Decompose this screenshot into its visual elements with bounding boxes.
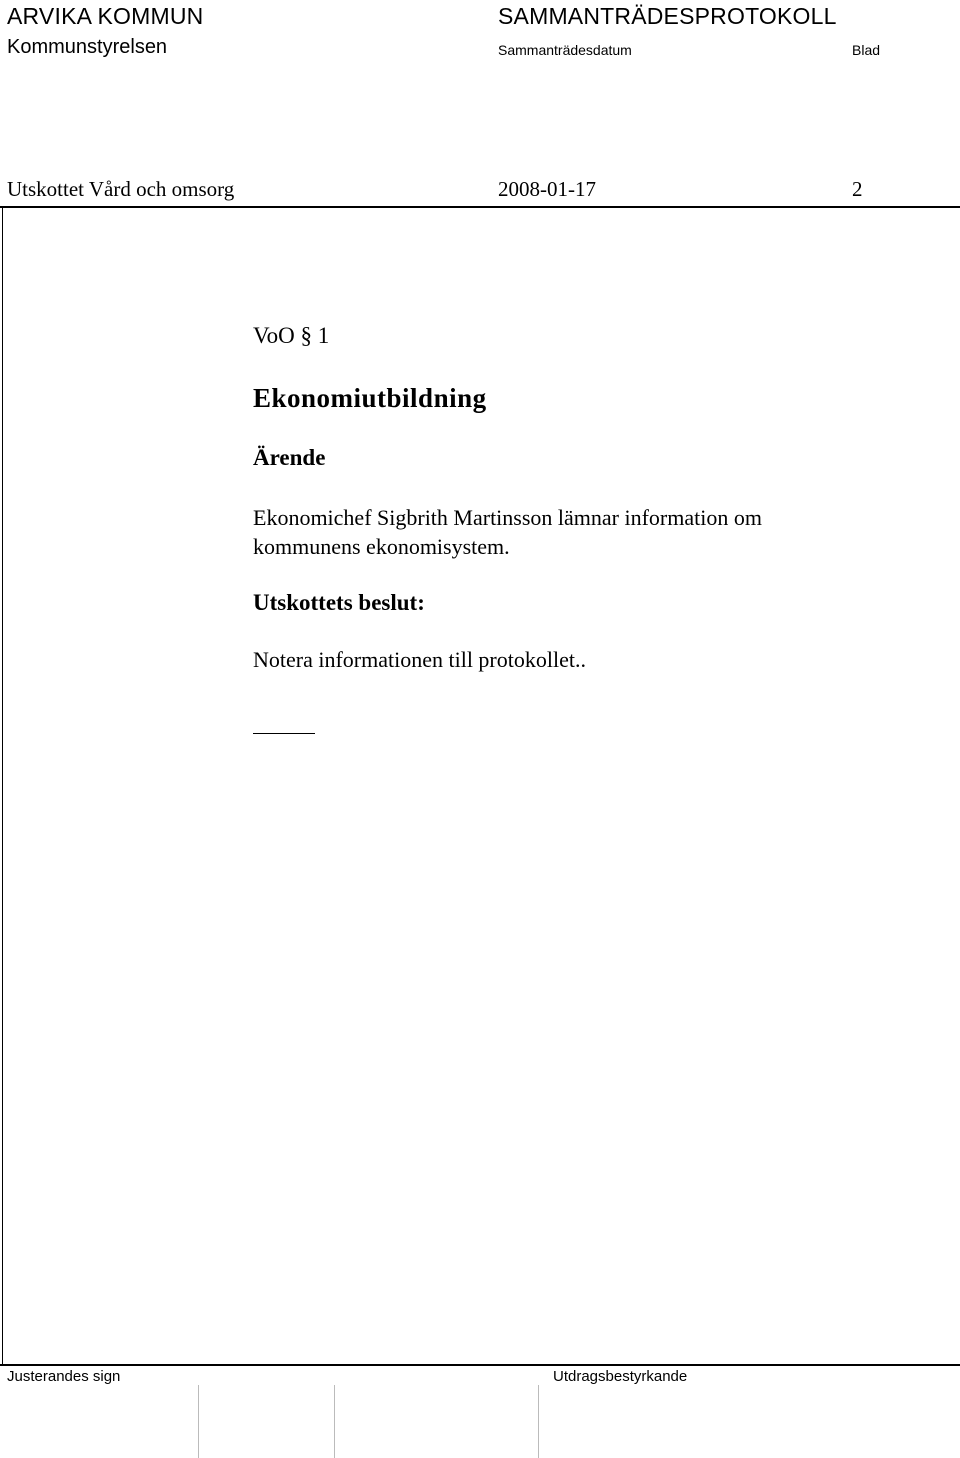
- meeting-date: 2008-01-17: [498, 177, 596, 201]
- signature-label: Justerandes sign: [7, 1368, 121, 1385]
- section-end-rule: [253, 733, 315, 734]
- matter-heading: Ärende: [253, 445, 326, 470]
- extract-certification-label: Utdragsbestyrkande: [553, 1368, 688, 1385]
- organization-unit: Kommunstyrelsen: [7, 36, 168, 58]
- header-divider: [0, 206, 960, 208]
- signature-box-divider: [538, 1385, 539, 1458]
- committee-name: Utskottet Vård och omsorg: [7, 177, 235, 201]
- footer-divider: [0, 1364, 960, 1366]
- signature-box-divider: [198, 1385, 199, 1458]
- section-number: VoO § 1: [253, 323, 330, 348]
- left-margin-line: [2, 208, 3, 1365]
- decision-heading: Utskottets beslut:: [253, 590, 425, 615]
- decision-text: Notera informationen till protokollet..: [253, 647, 586, 672]
- section-title: Ekonomiutbildning: [253, 383, 487, 413]
- meeting-date-label: Sammanträdesdatum: [498, 42, 632, 58]
- matter-text: Ekonomichef Sigbrith Martinsson lämnar information om kommunens ekonomisystem.: [253, 505, 762, 559]
- signature-box-divider: [334, 1385, 335, 1458]
- page-number: 2: [852, 177, 863, 201]
- page-label: Blad: [852, 42, 881, 58]
- organization-name: ARVIKA KOMMUN: [7, 3, 204, 29]
- document-type: SAMMANTRÄDESPROTOKOLL: [498, 3, 837, 29]
